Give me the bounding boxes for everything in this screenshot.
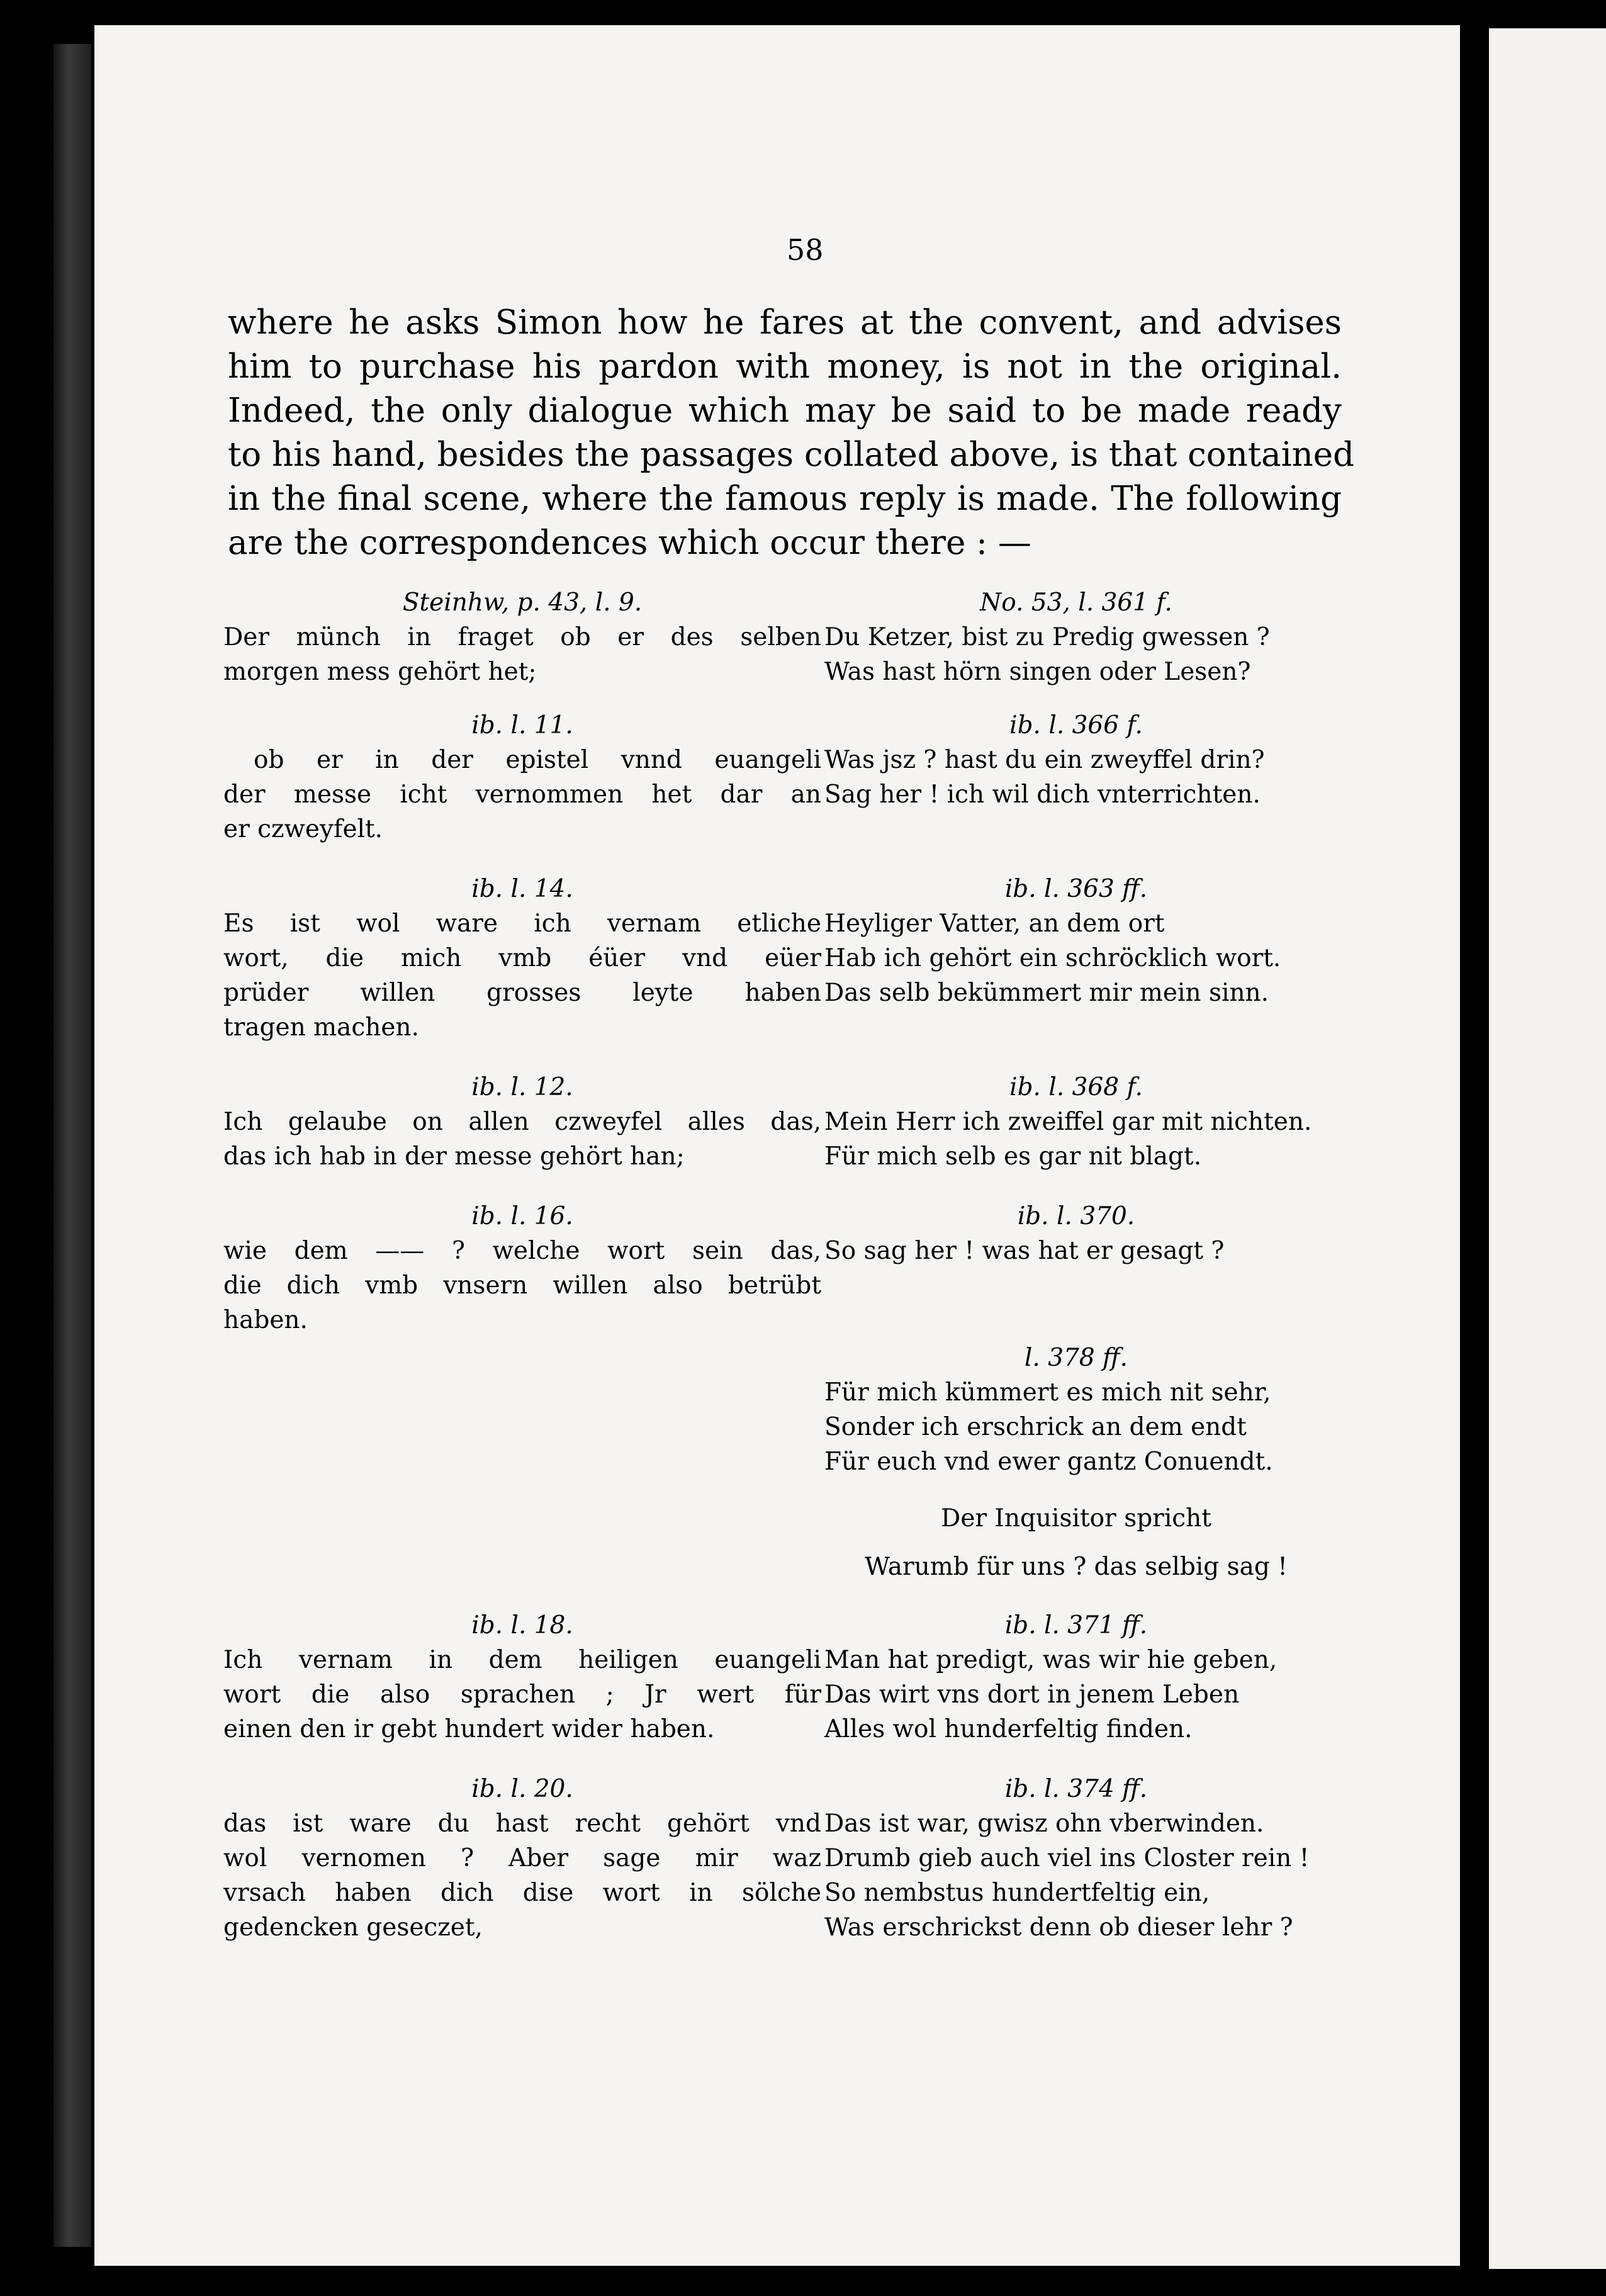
verse-line: So nembstus hundertfeltig ein, [824, 1879, 1210, 1907]
source-reference: ib. l. 371 ff. [1004, 1611, 1148, 1640]
quote-line: einen den ir gebt hundert wider haben. [223, 1715, 715, 1743]
page-number: 58 [787, 233, 824, 267]
left-block-5 [223, 1199, 821, 1337]
quote-line: Der münch in fraget ob er des selben [223, 623, 821, 651]
left-block-3 [223, 872, 821, 1045]
verse-line: Sag her ! ich wil dich vnterrichten. [824, 780, 1261, 809]
paragraph-line: to his hand, besides the passages collated above, is that contained [228, 436, 1355, 474]
right-block-5 [824, 1199, 1328, 1268]
right-block-1 [824, 585, 1328, 689]
paragraph-line: him to purchase his pardon with money, is not in the original. [228, 347, 1342, 386]
source-reference: ib. l. 370. [1017, 1202, 1135, 1230]
source-reference: ib. l. 20. [471, 1775, 573, 1803]
verse-line: Mein Herr ich zweiffel gar mit nichten. [824, 1108, 1312, 1136]
verse-line: Was hast hörn singen oder Lesen? [824, 658, 1251, 686]
left-block-4 [223, 1070, 821, 1174]
source-reference: ib. l. 12. [471, 1073, 573, 1101]
right-block-6 [824, 1341, 1328, 1479]
verse-line: Für mich kümmert es mich nit sehr, [824, 1378, 1271, 1407]
quote-line: wol vernomen ? Aber sage mir waz [223, 1844, 821, 1872]
source-reference: ib. l. 11. [471, 711, 573, 740]
left-block-1 [223, 585, 821, 689]
verse-line: Das ist war, gwisz ohn vberwinden. [824, 1809, 1264, 1838]
quote-line: er czweyfelt. [223, 815, 383, 843]
paragraph-line: in the final scene, where the famous reply is made. The following [228, 480, 1342, 518]
verse-line: Drumb gieb auch viel ins Closter rein ! [824, 1844, 1310, 1872]
source-reference: No. 53, l. 361 f. [980, 588, 1172, 617]
quote-line: die dich vmb vnsern willen also betrübt [223, 1271, 821, 1300]
quote-line: das ich hab in der messe gehört han; [223, 1142, 685, 1171]
source-reference: ib. l. 374 ff. [1004, 1775, 1148, 1803]
left-block-7 [223, 1772, 821, 1945]
quote-line: ob er in der epistel vnnd euangeli [254, 746, 821, 774]
verse-line: Für euch vnd ewer gantz Conuendt. [824, 1448, 1273, 1476]
adjacent-page-edge [1485, 28, 1606, 2269]
verse-line: Für mich selb es gar nit blagt. [824, 1142, 1202, 1171]
speaker-heading: Der Inquisitor spricht [941, 1504, 1211, 1533]
paragraph-line: are the correspondences which occur there : — [228, 524, 1031, 562]
right-block-7 [824, 1608, 1328, 1747]
verse-line: Was erschrickst denn ob dieser lehr ? [824, 1913, 1293, 1942]
verse-line: Das wirt vns dort in jenem Leben [824, 1680, 1240, 1709]
verse-line: So sag her ! was hat er gesagt ? [824, 1237, 1225, 1265]
quote-line: Ich vernam in dem heiligen euangeli [223, 1646, 821, 1674]
verse-line: Alles wol hunderfeltig finden. [824, 1715, 1193, 1743]
verse-line: Sonder ich erschrick an dem endt [824, 1413, 1247, 1441]
verse-line: Das selb bekümmert mir mein sinn. [824, 979, 1269, 1007]
source-reference: ib. l. 14. [471, 875, 573, 903]
left-block-2 [223, 708, 821, 847]
source-reference: l. 378 ff. [1024, 1344, 1128, 1372]
right-block-speaker [824, 1501, 1328, 1584]
verse-line: Heyliger Vatter, an dem ort [824, 909, 1165, 938]
verse-line: Was jsz ? hast du ein zweyffel drin? [824, 746, 1265, 774]
quote-line: der messe icht vernommen het dar an [223, 780, 821, 809]
paragraph-line: Indeed, the only dialogue which may be said to be made ready [228, 391, 1342, 430]
quote-line: wie dem —— ? welche wort sein das, [223, 1237, 821, 1265]
right-block-3 [824, 872, 1328, 1010]
quote-line: prüder willen grosses leyte haben [223, 979, 821, 1007]
source-reference: ib. l. 368 f. [1009, 1073, 1143, 1101]
source-reference: ib. l. 18. [471, 1611, 573, 1640]
quote-line: Ich gelaube on allen czweyfel alles das, [223, 1108, 821, 1136]
quote-line: wort die also sprachen ; Jr wert für [223, 1680, 821, 1709]
quote-line: Es ist wol ware ich vernam etliche [223, 909, 821, 938]
quote-line: morgen mess gehört het; [223, 658, 537, 686]
quote-line: tragen machen. [223, 1013, 419, 1042]
verse-line: Man hat predigt, was wir hie geben, [824, 1646, 1278, 1674]
left-block-6 [223, 1608, 821, 1747]
book-spine-edge [53, 44, 91, 2247]
source-reference: ib. l. 366 f. [1009, 711, 1143, 740]
right-block-2 [824, 708, 1328, 812]
verse-line: Hab ich gehört ein schröcklich wort. [824, 944, 1281, 972]
source-reference: ib. l. 363 ff. [1004, 875, 1148, 903]
paragraph-line: where he asks Simon how he fares at the convent, and advises [228, 303, 1342, 342]
verse-line: Warumb für uns ? das selbig sag ! [865, 1553, 1288, 1581]
source-reference: Steinhw, p. 43, l. 9. [402, 588, 643, 617]
quote-line: vrsach haben dich dise wort in sölche [223, 1879, 821, 1907]
verse-line: Du Ketzer, bist zu Predig gwessen ? [824, 623, 1270, 651]
right-block-8 [824, 1772, 1328, 1945]
quote-line: gedencken geseczet, [223, 1913, 483, 1942]
quote-line: haben. [223, 1306, 308, 1334]
quote-line: wort, die mich vmb éüer vnd eüer [223, 944, 821, 972]
right-block-4 [824, 1070, 1328, 1174]
body-paragraph [228, 301, 1355, 565]
source-reference: ib. l. 16. [471, 1202, 573, 1230]
quote-line: das ist ware du hast recht gehört vnd [223, 1809, 821, 1838]
